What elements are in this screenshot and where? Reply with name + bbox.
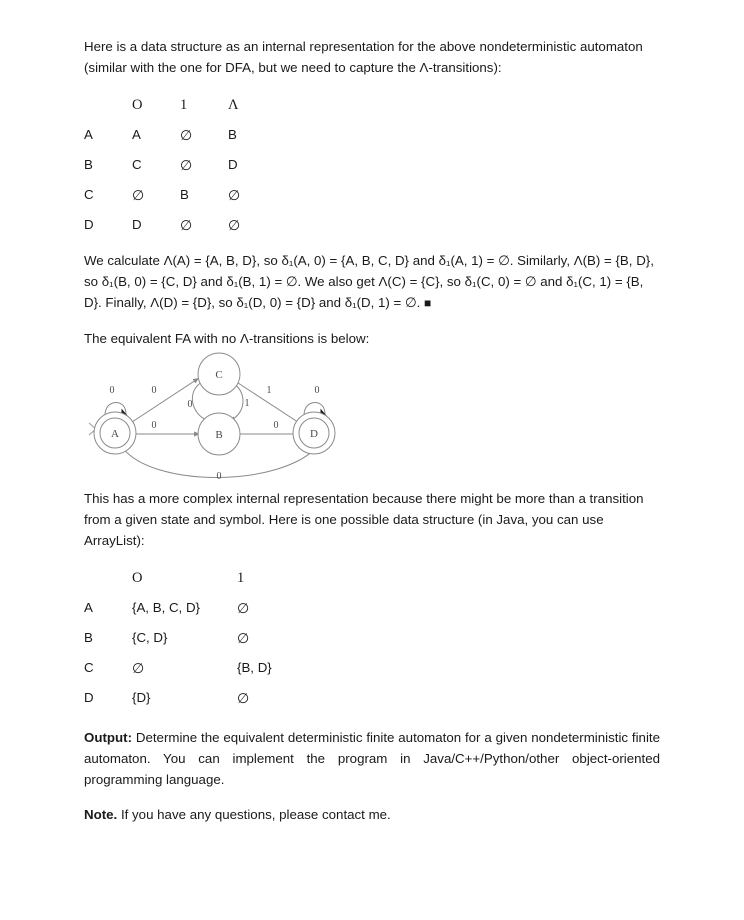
cell-on0: A	[132, 127, 141, 142]
table-row	[84, 150, 276, 180]
calculation-line-2: δ₁(B, 0) = {C, D} and δ₁(B, 1) = ∅. We also get Λ(C) = {C}, so δ₁(C, 0) = ∅ and δ₁(C, 1) = {B, D}. Finally,	[84, 274, 644, 310]
cell-on1: ∅	[180, 217, 193, 233]
row-state: A	[84, 127, 93, 142]
state-label-a: A	[111, 428, 119, 440]
edge-label-c-to-b: 1	[244, 398, 250, 409]
header-symbol-1: 1	[180, 97, 188, 113]
calculation-line-1: We calculate Λ(A) = {A, B, D}, so δ₁(A, 0) = {A, B, C, D} and δ₁(A, 1) = ∅. Similarly, Λ(B) = {B, D}, so	[84, 253, 654, 289]
cell-onlambda: ∅	[228, 217, 241, 233]
table-row	[84, 593, 342, 623]
header-symbol-1: 1	[237, 570, 245, 586]
row-state: C	[84, 660, 94, 675]
qed-square: ■	[424, 296, 432, 310]
cell-on1: ∅	[237, 630, 250, 646]
table-row	[84, 120, 276, 150]
header-state	[84, 90, 132, 120]
table-row	[84, 623, 342, 653]
cell-on1: {B, D}	[237, 660, 272, 675]
cell-on0: D	[132, 217, 142, 232]
edge-label-a-to-d: 0	[216, 471, 222, 482]
document-body	[84, 36, 660, 353]
edge-label-b-to-c: 0	[187, 399, 193, 410]
table-row	[84, 653, 342, 683]
state-label-c: C	[215, 369, 223, 381]
equivalent-fa-caption: The equivalent FA with no Λ-transitions is below:	[84, 331, 370, 346]
row-state: D	[84, 217, 94, 232]
output-label: Output:	[84, 730, 132, 745]
edge-label-a-to-c: 0	[151, 385, 157, 396]
header-state	[84, 563, 132, 593]
calculation-line-3: Λ(D) = {D}, so δ₁(D, 0) = {D} and δ₁(D, 1) = ∅.	[150, 295, 421, 310]
row-state: D	[84, 690, 94, 705]
cell-on0: C	[132, 157, 142, 172]
edge-label-b-to-d: 0	[273, 420, 279, 431]
automaton-svg	[82, 348, 372, 493]
row-state: B	[84, 157, 93, 172]
cell-on1: ∅	[237, 690, 250, 706]
cell-on1: ∅	[180, 127, 193, 143]
cell-on0: ∅	[132, 660, 145, 676]
header-symbol-0: O	[132, 97, 143, 113]
header-symbol-lambda: Λ	[228, 97, 239, 113]
cell-on1: ∅	[180, 157, 193, 173]
calculation-paragraph	[84, 250, 660, 314]
cell-on0: {C, D}	[132, 630, 168, 645]
cell-on1: ∅	[237, 600, 250, 616]
output-paragraph	[84, 727, 660, 790]
edge-label-a-self: 0	[109, 385, 115, 396]
intro-paragraph: Here is a data structure as an internal representation for the above nondeterministic automaton (similar with the one for DFA, but we need to capture the Λ-transitions):	[84, 39, 643, 75]
nfa-transition-table	[84, 90, 276, 240]
table-row	[84, 180, 276, 210]
table-header-row	[84, 563, 342, 593]
state-label-b: B	[215, 429, 223, 441]
note-label: Note.	[84, 807, 118, 822]
state-label-d: D	[310, 428, 318, 440]
cell-onlambda: B	[228, 127, 237, 142]
document-body-lower	[84, 488, 660, 837]
dfa-transition-table	[84, 563, 342, 713]
row-state: A	[84, 600, 93, 615]
note-paragraph	[84, 804, 660, 825]
cell-onlambda: ∅	[228, 187, 241, 203]
automaton-figure	[82, 348, 372, 493]
note-text: If you have any questions, please contact me.	[117, 807, 391, 822]
row-state: B	[84, 630, 93, 645]
cell-on0: ∅	[132, 187, 145, 203]
cell-on0: {D}	[132, 690, 151, 705]
edge-label-d-self: 0	[314, 385, 320, 396]
complexity-paragraph: This has a more complex internal representation because there might be more than a transition from a given state and symbol. Here is one possible data structure (in Java, you can use ArrayList):	[84, 491, 644, 548]
cell-onlambda: D	[228, 157, 238, 172]
table-row	[84, 210, 276, 240]
edge-label-c-to-d: 1	[266, 385, 272, 396]
cell-on0: {A, B, C, D}	[132, 600, 200, 615]
cell-on1: B	[180, 187, 189, 202]
table-header-row	[84, 90, 276, 120]
table-row	[84, 683, 342, 713]
edge-label-a-to-b: 0	[151, 420, 157, 431]
output-text: Determine the equivalent deterministic finite automaton for a given nondeterministic finite automaton. You can implement the program in Java/C++/Python/other object-oriented programming language.	[84, 730, 660, 787]
row-state: C	[84, 187, 94, 202]
header-symbol-0: O	[132, 570, 143, 586]
